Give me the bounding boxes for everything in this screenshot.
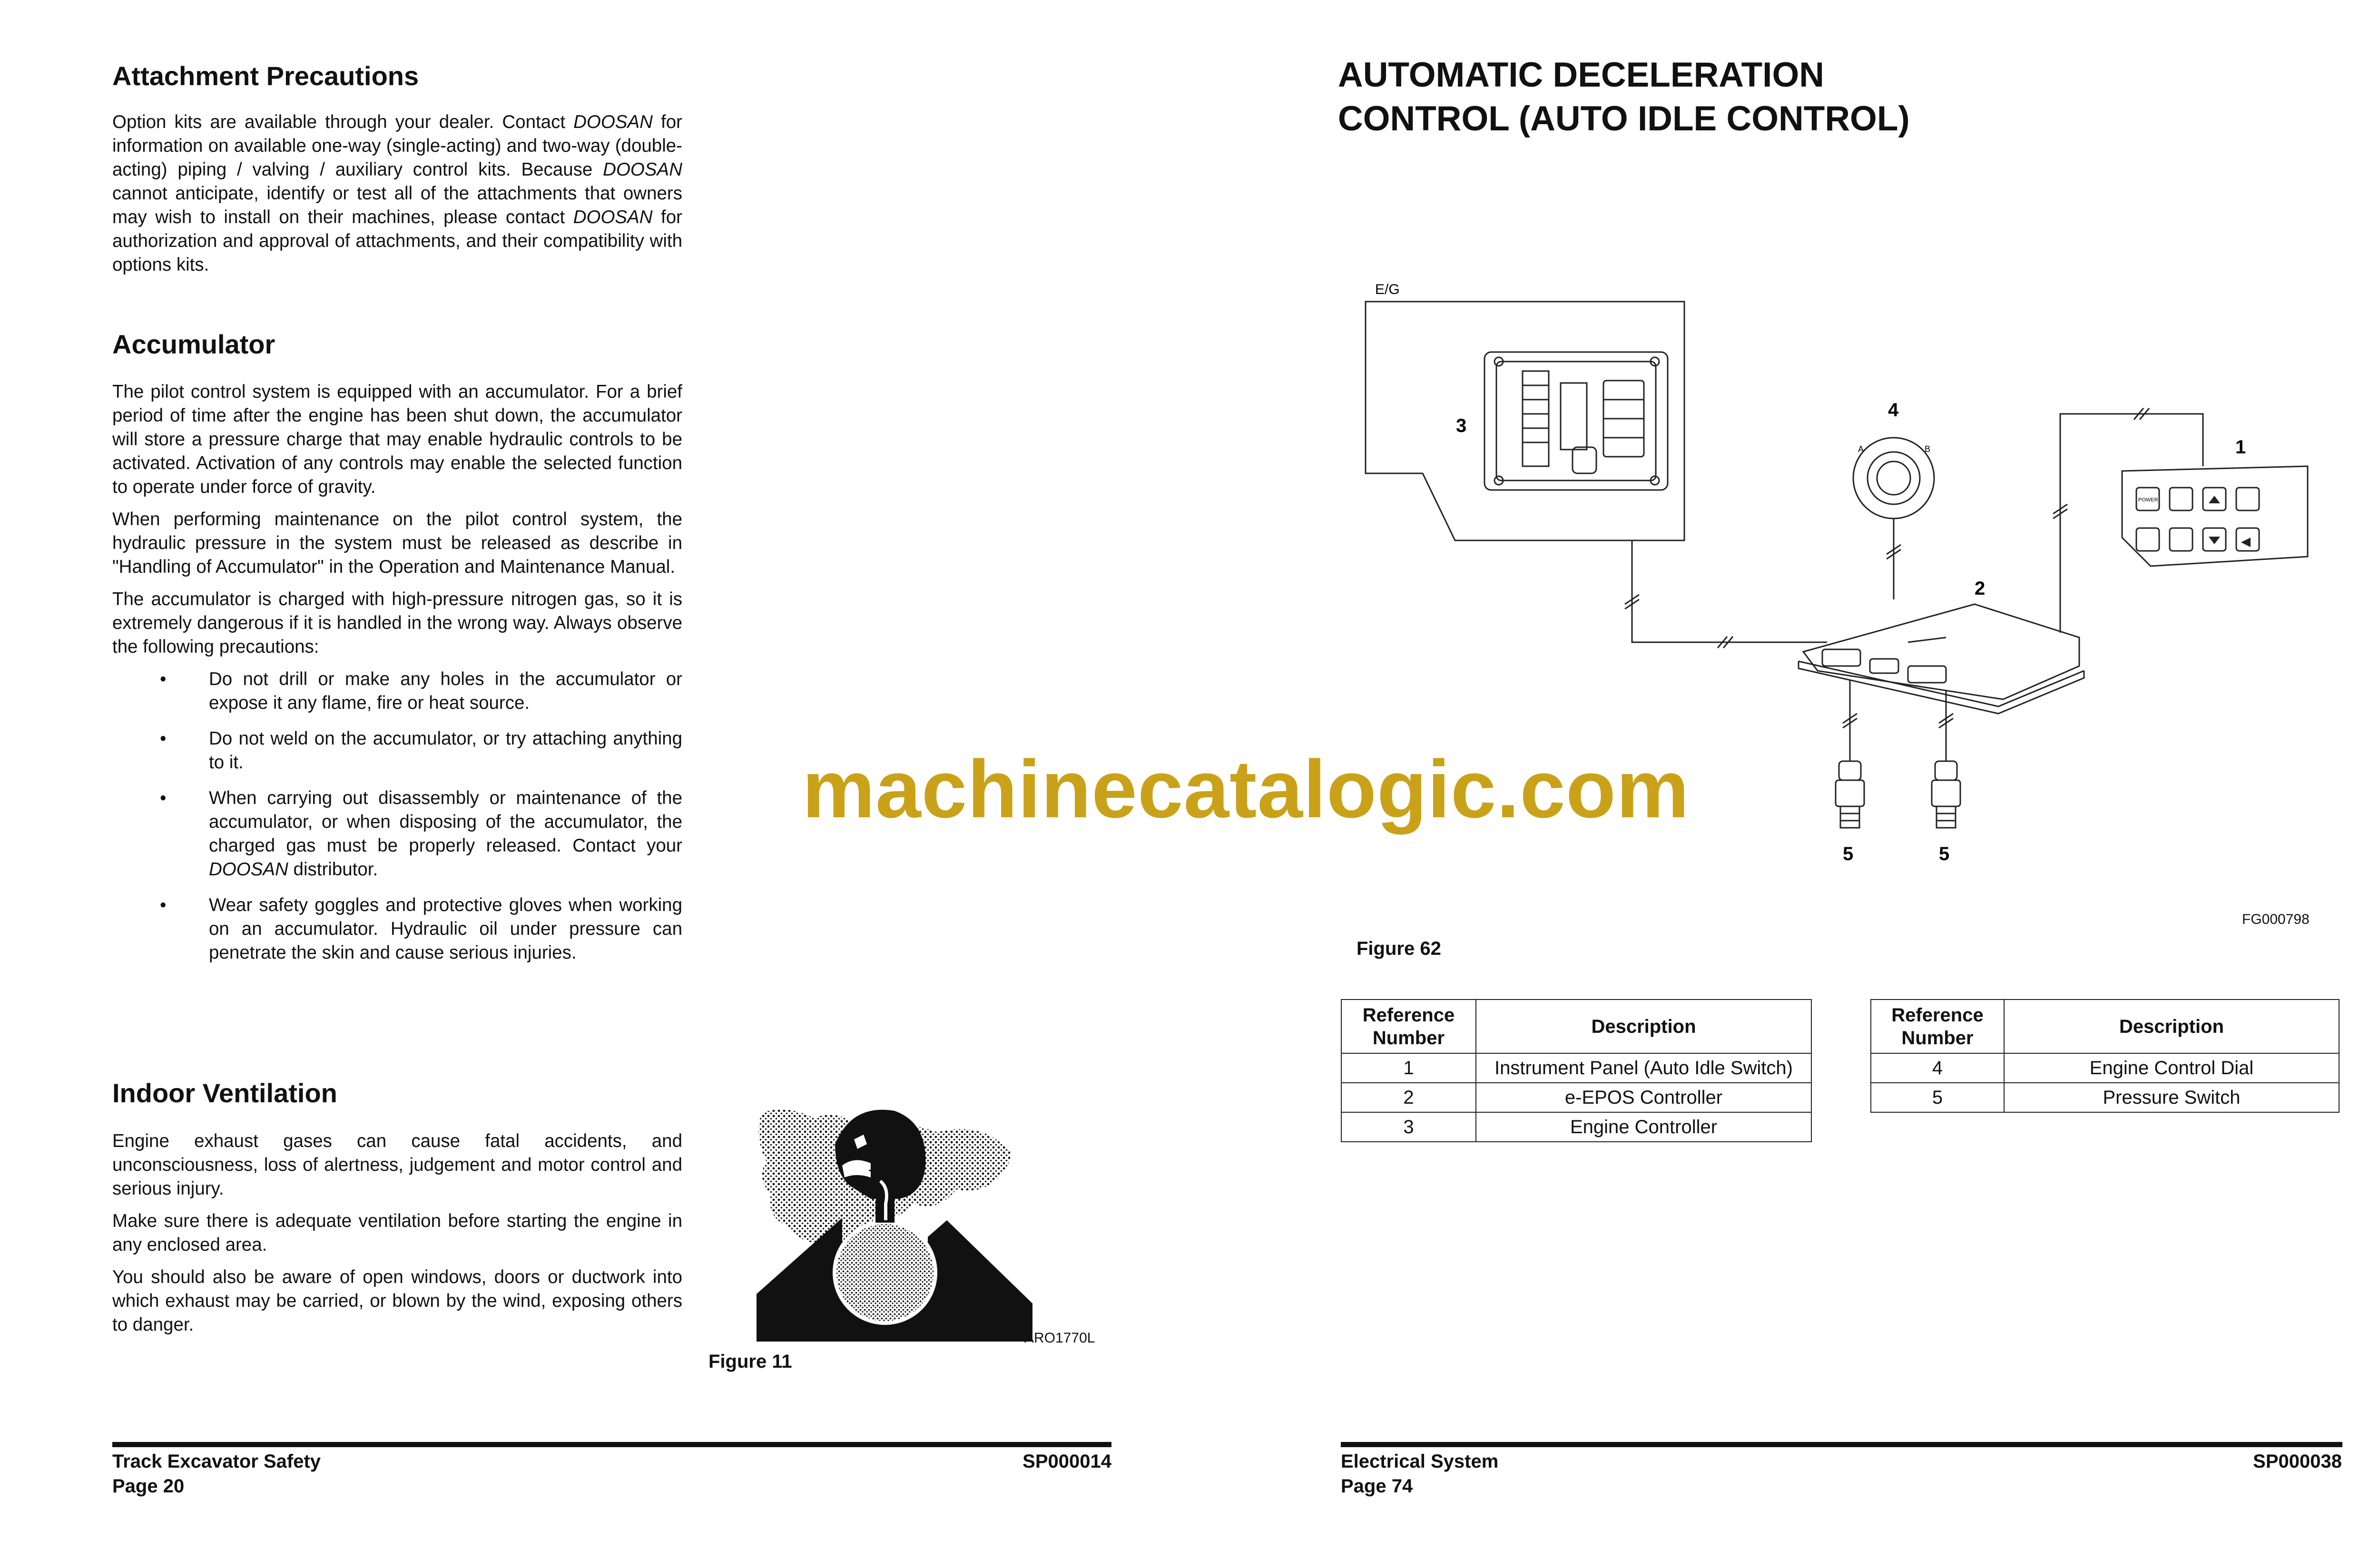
svg-text:POWER: POWER [2138,497,2158,503]
left-footer [112,1449,321,1499]
footer-title: Electrical System [1341,1451,1499,1472]
table-row: 3 Engine Controller [1341,1112,1811,1142]
footer-rule [1341,1442,2342,1447]
exhaust-hazard-illustration [757,1099,1032,1342]
precautions-list [112,667,682,965]
callout-2: 2 [1975,578,1986,599]
attachment-paragraph: Option kits are available through your dealer. Contact DOOSAN for information on available one-way (single-acting) and two-way (double-acting) piping / valving / auxiliary control kits. Because DOOSAN cannot anticipate, identify or test all of the attachments that owners may wish to install on their machines, please contact DOOSAN for authorization and approval of attachments, and their compatibility with options kits. [112,112,682,275]
list-item: • When carrying out disassembly or maintenance of the accumulator, or when disposing of the accumulator, the charged gas must be properly released. Contact your DOOSAN distributor. [160,788,682,880]
ventilation-paragraph-2: Make sure there is adequate ventilation before starting the engine in any enclosed area. [112,1211,682,1255]
left-footer-code: SP000014 [1022,1451,1111,1472]
figure-62-code: FG000798 [2242,911,2310,927]
attachment-text [112,110,682,285]
callout-4: 4 [1888,400,1899,421]
footer-rule [112,1442,1111,1447]
accumulator-paragraph-3: The accumulator is charged with high-pressure nitrogen gas, so it is extremely dangerous if it is handled in the wrong way. Always observe the following precautions: [112,589,682,657]
list-item: • Do not weld on the accumulator, or try attaching anything to it. [160,728,682,773]
callout-3: 3 [1456,415,1467,436]
callout-1: 1 [2235,437,2246,458]
figure-62-caption: Figure 62 [1357,938,1441,959]
footer-page-number: Page 74 [1341,1476,1413,1497]
svg-text:A: A [1858,444,1864,454]
brand-doosan: DOOSAN [573,112,653,132]
ventilation-paragraph-1: Engine exhaust gases can cause fatal accidents, and unconsciousness, loss of alertness, judgement and motor control and serious injury. [112,1131,682,1199]
right-footer-code: SP000038 [2253,1451,2342,1472]
footer-title: Track Excavator Safety [112,1451,321,1472]
page-title: AUTOMATIC DECELERATION CONTROL (AUTO IDLE CONTROL) [1338,56,1910,138]
table-header-desc: Description [1476,1000,1811,1053]
callout-5a: 5 [1843,843,1854,864]
ventilation-paragraph-3: You should also be aware of open windows, doors or ductwork into which exhaust may be carried, or blown by the wind, exposing others to danger. [112,1267,682,1335]
svg-text:B: B [1925,444,1931,454]
list-item: • Wear safety goggles and protective gloves when working on an accumulator. Hydraulic oil under pressure can penetrate the skin and cause serious injuries. [160,895,682,963]
list-item: • Do not drill or make any holes in the accumulator or expose it any flame, fire or heat source. [160,669,682,713]
accumulator-heading: Accumulator [112,329,275,359]
right-footer [1341,1449,1498,1499]
brand-doosan: DOOSAN [209,859,288,880]
table-row: 1 Instrument Panel (Auto Idle Switch) [1341,1053,1811,1083]
table-row: 4 Engine Control Dial [1871,1053,2339,1083]
reference-table-1 [1341,999,1812,1142]
table-row: 2 e-EPOS Controller [1341,1083,1811,1112]
table-header-ref: Reference Number [1871,1000,2004,1053]
indoor-ventilation-heading: Indoor Ventilation [112,1078,337,1108]
callout-5b: 5 [1939,843,1950,864]
accumulator-paragraph-2: When performing maintenance on the pilot control system, the hydraulic pressure in the system must be released as describe in "Handling of Accumulator" in the Operation and Maintenance Manual. [112,509,682,577]
watermark: machinecatalogic.com [802,744,1690,835]
attachment-precautions-heading: Attachment Precautions [112,61,419,91]
table-row: 5 Pressure Switch [1871,1083,2339,1112]
figure-11-caption: Figure 11 [708,1351,792,1372]
eg-label: E/G [1375,282,1400,297]
table-header-desc: Description [2004,1000,2339,1053]
accumulator-paragraph-1: The pilot control system is equipped with an accumulator. For a brief period of time after the engine has been shut down, the accumulator will store a pressure charge that may enable hydraulic controls to be activated. Activation of any controls may enable the selected function to operate under force of gravity. [112,382,682,497]
figure-11-code: ARO1770L [1024,1330,1095,1346]
wiring-diagram [1361,271,2322,937]
ventilation-text [112,1129,682,1345]
table-header-ref: Reference Number [1341,1000,1476,1053]
reference-table-2 [1870,999,2340,1113]
footer-page-number: Page 20 [112,1476,185,1497]
accumulator-text [112,380,682,977]
